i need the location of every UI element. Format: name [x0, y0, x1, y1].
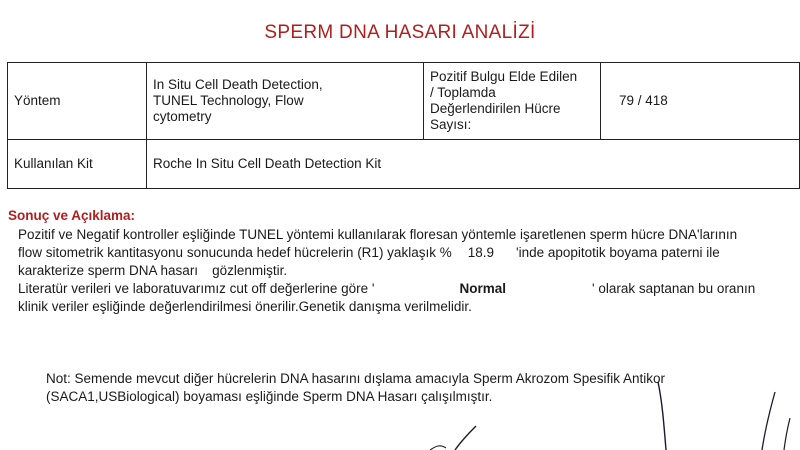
percentage-value: 18.9	[467, 245, 494, 260]
result-heading: Sonuç ve Açıklama:	[8, 208, 136, 223]
note-line-2: (SACA1,USBiological) boyaması eşliğinde Sperm DNA Hasarı çalışılmıştır.	[46, 389, 493, 404]
count-value: 79 / 418	[601, 63, 800, 140]
result-line-1: Pozitif ve Negatif kontroller eşliğinde TUNEL yöntemi kullanılarak floresan yöntemle işaretlenen sperm hücre DNA'larının	[18, 227, 738, 242]
page-title: SPERM DNA HASARI ANALİZİ	[264, 22, 536, 43]
method-line: cytometry	[153, 109, 212, 124]
method-line: In Situ Cell Death Detection,	[153, 77, 323, 92]
method-line: TUNEL Technology, Flow	[153, 93, 304, 108]
result-line-4-text: Literatür verileri ve laboratuvarımız cut off değerlerine göre '	[18, 281, 375, 296]
count-label-line: / Toplamda	[430, 85, 496, 100]
note-line-1: Not: Semende mevcut diğer hücrelerin DNA hasarını dışlama amacıyla Sperm Akrozom Spesifik Antikor	[46, 371, 666, 386]
method-label: Yöntem	[8, 63, 147, 140]
count-label-line: Sayısı:	[430, 117, 472, 132]
result-line-5: klinik veriler eşliğinde değerlendirilmesi önerilir.Genetik danışma verilmelidir.	[18, 299, 472, 314]
count-label-line: Değerlendirilen Hücre	[430, 101, 561, 116]
status-value: Normal	[459, 281, 507, 296]
kit-label: Kullanılan Kit	[8, 140, 147, 189]
kit-value: Roche In Situ Cell Death Detection Kit	[147, 140, 800, 189]
result-line-4-tail: ' olarak saptanan bu oranın	[592, 281, 756, 296]
count-label-line: Pozitif Bulgu Elde Edilen	[430, 69, 578, 84]
result-line-2-tail: 'inde apopitotik boyama paterni ile	[516, 245, 720, 260]
result-line-3-tail: gözlenmiştir.	[212, 263, 288, 278]
result-line-3-text: karakterize sperm DNA hasarı	[18, 263, 199, 278]
result-line-2-text: flow sitometrik kantitasyonu sonucunda hedef hücrelerin (R1) yaklaşık %	[18, 245, 452, 260]
